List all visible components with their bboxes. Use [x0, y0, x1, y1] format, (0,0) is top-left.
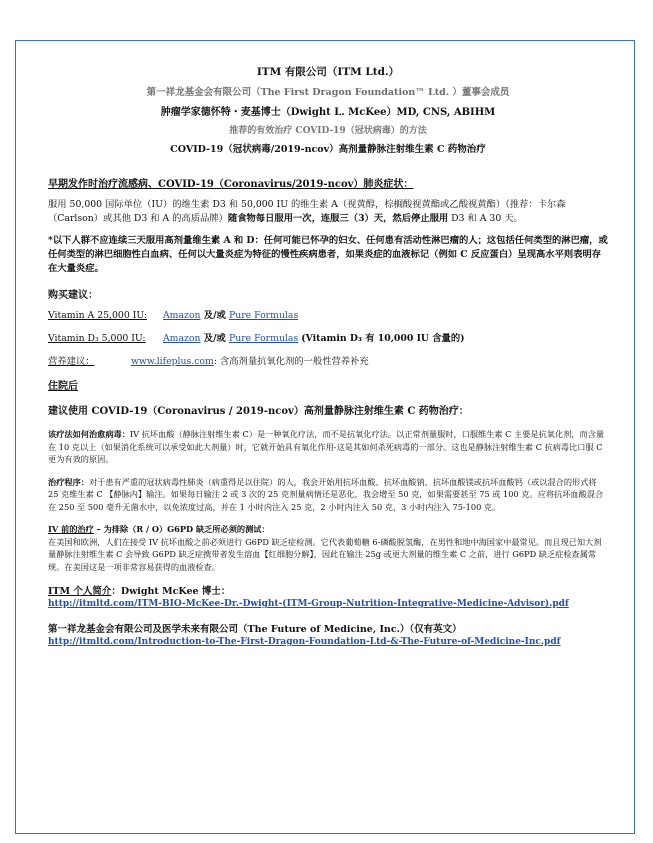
intro-title: 第一祥龙基金会有限公司及医学未来有限公司（The Future of Medicine, Inc.）（仅有英文） [48, 624, 462, 635]
dosage-tail: D3 和 A 30 天。 [448, 213, 523, 224]
vitamin-d-line [48, 330, 608, 344]
how-it-works-text: IV 抗坏血酸（静脉注射维生素 C）是一种氧化疗法，而不是抗氧化疗法。以正常剂量服时，口服维生素 C 主要是抗氧化剂，而含量在 10 克以上（如果消化系统可以承受如此大剂量）时，它就开始具有氧化作用-这是其如何杀死病毒的一部分。这也是静脉注射维生素 C 抗病毒比口服 C 更为有效的原因。 [48, 429, 605, 464]
pre-iv-section [48, 523, 608, 573]
document-body [48, 62, 608, 647]
nutrition-label: 营养建议： [48, 356, 95, 367]
pre-iv-label: IV 前的治疗 [48, 524, 94, 534]
vitamin-a-line [48, 307, 608, 321]
vitamin-a-label: Vitamin A 25,000 IU: [48, 310, 147, 321]
pre-iv-heading: – 为排除（R / O）G6PD 缺乏所必须的测试： [93, 524, 270, 534]
vitamin-a-amazon-link[interactable]: Amazon [162, 310, 201, 321]
intro-pdf-link[interactable]: http://itmltd.com/Introduction-to-The-First-Dragon-Foundation-Ltd-&-The-Future-of-Medicine-Inc.pdf [48, 637, 561, 647]
how-it-works-label: 该疗法如何治愈病毒： [48, 429, 130, 439]
dosage-paragraph [48, 198, 608, 226]
iv-vitamin-c-recommendation: 建议使用 COVID-19（Coronavirus / 2019-ncov）高剂量静脉注射维生素 C 药物治疗： [48, 406, 469, 417]
vitamin-a-pureformulas-link[interactable]: Pure Formulas [229, 310, 299, 321]
hospital-title: 住院后 [48, 381, 78, 392]
procedure-text: 对于患有严重的冠状病毒性肺炎（病重得足以住院）的人，我会开始用抗坏血酸、抗坏血酸钠、抗坏血酸镁或抗坏血酸钙（或以混合的形式将 25 克维生素 C 【静脉内】输注。如果每日输注 2 或 3 次的 25 克剂量病情还是恶化，我会增至 50 克，如果需要甚至 75 或 100 克。应将抗坏血酸混合在 250 至 500 毫升无菌水中，以免浓度过高，并在 1 小时内注入 25 克，2 小时内注入 50 克，3 小时内注入 75-100 克。 [48, 476, 604, 512]
bio-title-label: ITM 个人简介 [48, 586, 112, 597]
vitamin-a-and: 及/或 [200, 310, 229, 321]
vitamin-d-and: 及/或 [200, 333, 229, 344]
pre-iv-text: 在美国和欧洲，人们在接受 IV 抗坏血酸之前必须进行 G6PD 缺乏症检测。它代表葡萄糖 6-磷酸脱氢酶，在男性和地中海国家中最常见。而且现已知大剂量静脉注射维生素 C 会导致 G6PD 缺乏症携带者发生溶血【红细胞分解】，因此在输注 25g 或更大剂量的维生素 C 之前，进行 G6PD 缺乏症检查属常规。在美国这是一项非常容易获得的血液检查。 [48, 536, 602, 572]
nutrition-line [48, 353, 608, 367]
vitamin-d-note: (Vitamin D₃ 有 10,000 IU 含量的) [301, 333, 465, 344]
recommend-line: 推荐的有效治疗 COVID-19（冠状病毒）的方法 [229, 126, 427, 136]
expert-name: 肿瘤学家德怀特・麦基博士（Dwight L. McKee）MD, CNS, ABIHM [160, 107, 496, 118]
dosage-text: 服用 50,000 国际单位（IU）的维生素 D3 和 50,000 IU 的维生素 A（视黄醇，棕榈酸视黄酯或乙酸视黄酯）（推荐：卡尔森（Carlson）或其他 D3 和 A 的高质品牌） [48, 199, 566, 224]
treatment-title: COVID-19（冠状病毒/2019-ncov）高剂量静脉注射维生素 C 药物治疗 [170, 144, 486, 155]
vitamin-d-amazon-link[interactable]: Amazon [162, 333, 201, 344]
early-treatment-heading: 早期发作时治疗流感病、COVID-19（Coronavirus/2019-ncov）肺炎症状： [48, 179, 414, 190]
lifeplus-link[interactable]: www.lifeplus.com [130, 356, 214, 367]
warning-paragraph: *以下人群不应连续三天服用高剂量维生素 A 和 D：任何可能已怀孕的妇女、任何患有活动性淋巴瘤的人；这包括任何类型的淋巴瘤，或任何类型的淋巴细胞性白血病、任何以大量炎症为特征的慢性疾病患者，如果炎症的血液标记（例如 C 反应蛋白）呈现高水平则表明存在大量炎症。 [48, 235, 608, 274]
company-title: ITM 有限公司（ITM Ltd.） [256, 66, 400, 78]
bio-title-name: ：Dwight McKee 博士： [111, 586, 231, 597]
procedure-paragraph [48, 476, 608, 514]
how-it-works-paragraph [48, 428, 608, 466]
bio-pdf-link[interactable]: http://itmltd.com/ITM-BIO-McKee-Dr.-Dwight-(ITM-Group-Nutrition-Integrative-Medicine-Advisor).pdf [48, 599, 569, 609]
procedure-label: 治疗程序： [48, 476, 89, 487]
purchase-title: 购买建议： [48, 290, 98, 301]
board-member-line: 第一祥龙基金会有限公司（The First Dragon Foundation™ Ltd. ）董事会成员 [146, 87, 510, 98]
bio-title [48, 583, 608, 597]
dosage-bold-text: 随食物每日服用一次，连服三（3）天，然后停止服用 [227, 213, 449, 224]
vitamin-d-label: Vitamin D₃ 5,000 IU: [48, 333, 146, 344]
vitamin-d-pureformulas-link[interactable]: Pure Formulas [229, 333, 299, 344]
nutrition-text: : 含高剂量抗氧化剂的一般性营养补充 [213, 356, 369, 367]
